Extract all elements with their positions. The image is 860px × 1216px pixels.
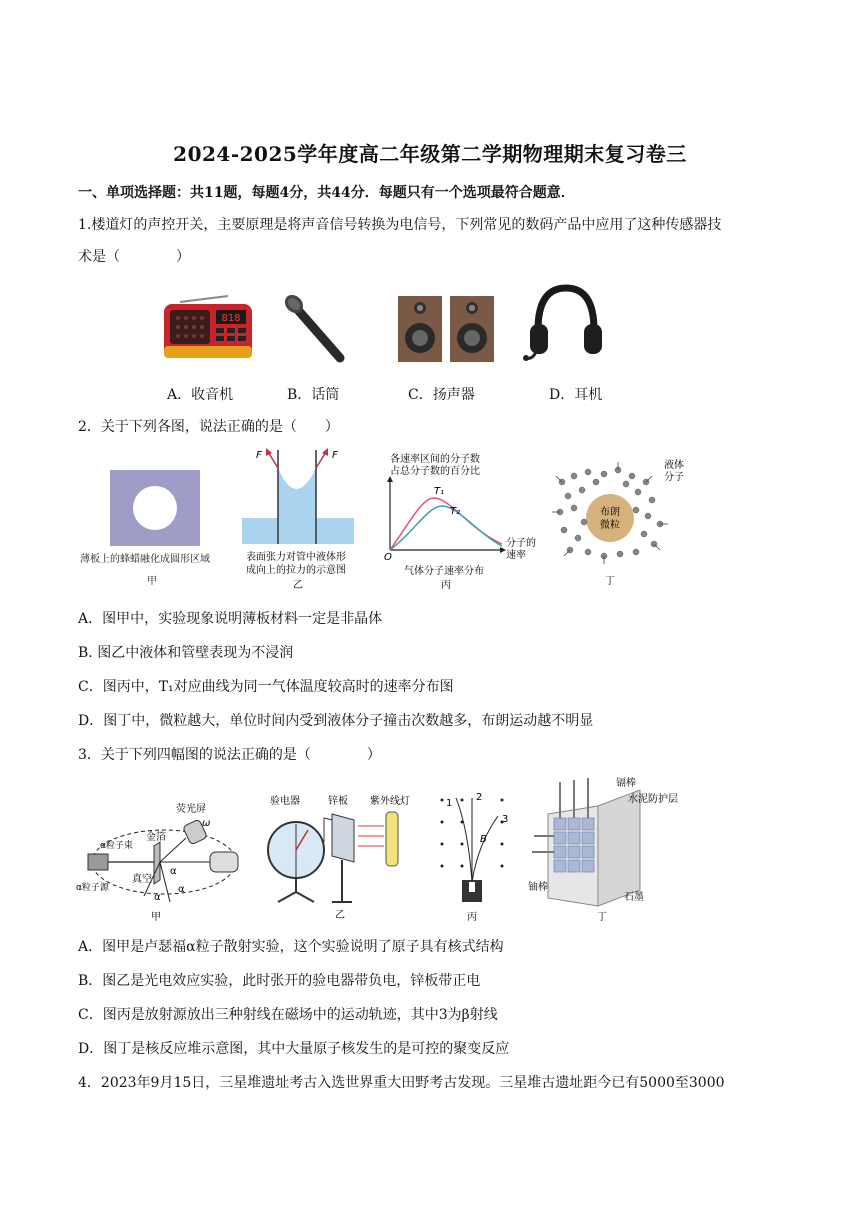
microphone-image	[280, 292, 350, 364]
q3-option-a: A．图甲是卢瑟福α粒子散射实验，这个实验说明了原子具有核式结构	[78, 939, 504, 955]
q3-option-d: D．图丁是核反应堆示意图，其中大量原子核发生的是可控的聚变反应	[78, 1041, 510, 1057]
q2-option-a: A．图甲中，实验现象说明薄板材料一定是非晶体	[78, 611, 383, 627]
q3-option-c: C．图丙是放射源放出三种射线在磁场中的运动轨迹，其中3为β射线	[78, 1007, 498, 1023]
q2-fig-yi-name: 乙	[293, 580, 303, 591]
q2-fig-yi-caption2: 成向上的拉力的示意图	[246, 565, 346, 576]
q3-fig-ding-label-concrete: 水泥防护层	[628, 794, 678, 805]
q2-fig-bing-t1: T₁	[434, 486, 445, 497]
page-title: 2024-2025学年度高二年级第二学期物理期末复习卷三	[173, 142, 687, 166]
q2-fig-ding-particle1: 布朗	[600, 507, 620, 518]
q2-fig-bing-xlabel1: 分子的	[506, 538, 536, 549]
q2-fig-bing-ylabel2: 占总分子数的百分比	[390, 466, 480, 477]
q2-option-c: C．图丙中，T₁对应曲线为同一气体温度较高时的速率分布图	[78, 679, 454, 695]
q3-fig-jia-name: 甲	[151, 912, 161, 923]
q2-fig-yi-f-right: F	[332, 450, 338, 461]
q2-fig-bing-origin: O	[384, 552, 392, 563]
q2-fig-ding-label2: 分子	[664, 472, 684, 483]
q3-option-b: B．图乙是光电效应实验，此时张开的验电器带负电，锌板带正电	[78, 973, 481, 989]
q3-fig-jia-label-alpha2: α	[178, 884, 185, 895]
q3-fig-jia-label-source: α粒子源	[76, 883, 109, 893]
q3-fig-jia-label-beam: α粒子束	[100, 841, 133, 851]
q2-fig-bing-t2: T₂	[450, 506, 461, 517]
q3-fig-ding-label-uranium: 铀棒	[528, 882, 548, 893]
q3-fig-bing-label-2: 2	[476, 792, 483, 803]
q2-fig-ding-label1: 液体	[664, 460, 684, 471]
q2-fig-yi-caption1: 表面张力对管中液体形	[246, 552, 346, 563]
q2-option-b: B. 图乙中液体和管壁表现为不浸润	[78, 645, 294, 661]
q3-stem: 3．关于下列四幅图的说法正确的是（ ）	[78, 747, 381, 763]
q3-fig-bing	[432, 788, 522, 924]
q1-stem-line2: 术是（ ）	[78, 249, 190, 265]
q2-option-d: D．图丁中，微粒越大，单位时间内受到液体分子撞击次数越多，布朗运动越不明显	[78, 713, 594, 729]
q1-option-b: B．话筒	[287, 387, 340, 403]
q3-fig-bing-label-1: 1	[446, 798, 453, 809]
q2-stem: 2．关于下列各图，说法正确的是（ ）	[78, 419, 339, 435]
q2-fig-bing	[380, 452, 540, 592]
q2-fig-ding-particle2: 微粒	[600, 520, 620, 531]
q3-fig-ding-label-graphite: 石墨	[624, 892, 644, 903]
q2-fig-bing-caption: 气体分子速率分布	[404, 566, 484, 577]
radio-image	[160, 294, 256, 362]
q2-fig-bing-xlabel2: 速率	[506, 550, 526, 561]
q3-fig-yi	[262, 794, 422, 924]
q3-fig-jia-label-vacuum: 真空	[132, 874, 152, 885]
q3-fig-bing-label-b: B	[480, 834, 487, 845]
q3-fig-yi-label-zinc: 锌板	[328, 796, 348, 807]
q2-fig-jia-caption: 薄板上的蜂蜡融化成圆形区域	[80, 554, 210, 565]
q3-fig-yi-label-uvlamp: 紫外线灯	[370, 796, 410, 807]
q3-fig-bing-label-3: 3	[502, 814, 509, 825]
q2-fig-jia	[76, 452, 236, 592]
q3-fig-jia-label-alpha1: α	[170, 866, 177, 877]
q4-stem: 4．2023年9月15日，三星堆遗址考古入选世界重大田野考古发现。三星堆古遗址距今已有5000至3000	[78, 1075, 725, 1091]
section-heading: 一、单项选择题：共11题，每题4分，共44分．每题只有一个选项最符合题意．	[78, 185, 575, 201]
speakers-image	[396, 294, 496, 364]
q3-fig-bing-name: 丙	[467, 912, 477, 923]
q3-fig-jia-label-screen: 荧光屏	[176, 804, 206, 815]
q3-fig-jia	[74, 798, 254, 924]
q3-fig-yi-name: 乙	[335, 910, 345, 921]
q2-fig-yi	[236, 446, 366, 592]
q3-fig-ding-name: 丁	[597, 912, 607, 923]
q2-fig-bing-name: 丙	[441, 580, 451, 591]
q2-fig-ding-name: 丁	[605, 576, 615, 587]
q2-fig-bing-ylabel1: 各速率区间的分子数	[390, 454, 480, 465]
q1-option-c: C．扬声器	[408, 387, 475, 403]
q3-fig-jia-label-omega: ω	[202, 818, 211, 829]
q3-fig-jia-label-alpha3: α	[154, 892, 161, 903]
q1-option-d: D．耳机	[549, 387, 603, 403]
q2-fig-yi-f-left: F	[256, 450, 262, 461]
q1-stem-line1: 1.楼道灯的声控开关，主要原理是将声音信号转换为电信号，下列常见的数码产品中应用了这种传感器技	[78, 217, 722, 233]
q3-fig-ding-label-cadmium: 镉棒	[616, 778, 636, 789]
q2-fig-jia-name: 甲	[147, 576, 157, 587]
q1-option-a: A．收音机	[167, 387, 234, 403]
q3-fig-yi-label-electroscope: 验电器	[270, 796, 300, 807]
q3-fig-ding	[528, 774, 688, 924]
radio-display: 818	[221, 313, 241, 324]
q3-fig-jia-label-foil: 金箔	[146, 832, 166, 843]
q2-fig-ding	[548, 452, 698, 592]
headphones-image	[522, 282, 610, 366]
